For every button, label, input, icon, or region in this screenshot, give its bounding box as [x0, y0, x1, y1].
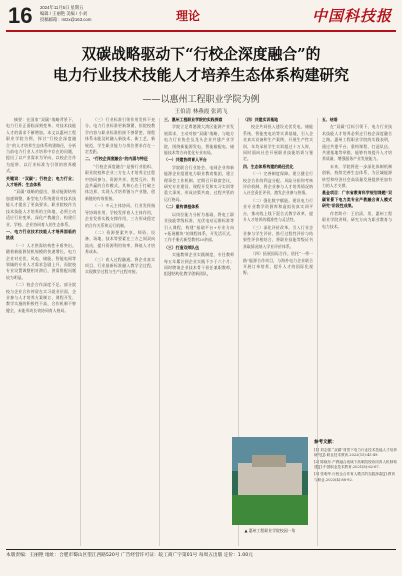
- text-column: [322, 117, 392, 435]
- body-paragraph: “行校企深度融合”是指行业组织、职业院校和企业三方在人才培养全过程中协同参与、资源共享、优势互补、利益共赢的合作模式。其核心在于打破主体边界，实现人才培养链与产业链、创新链的有效衔接。: [85, 163, 155, 201]
- section-heading: 三、惠州工程职业学院的实践探索: [164, 117, 223, 122]
- column-divider: [159, 118, 160, 546]
- references: [314, 440, 398, 484]
- email-line: 投稿邮箱：mtzx@163.com: [40, 17, 92, 22]
- editor-line: 编辑 / 王丽艳 美编 / 小刘: [40, 11, 88, 16]
- body-paragraph: （一）人才供需结构性矛盾突出。随着新能源装机规模的快速增长，电力企业对光伏、风电、储能、智能电网等领域的专业人才需求急剧上升，而院校专业设置调整相对滞后，供需错配问题较为明显。: [6, 242, 76, 280]
- newspaper-logo: 中国科技报: [311, 7, 392, 25]
- section-heading: 一、电力行业技术技能人才培养面临的挑战: [6, 228, 76, 241]
- text-column: [164, 117, 234, 545]
- body-paragraph: （二）强化数字赋能。建设电力行业专业教学资源库和虚拟仿真实训平台，推动线上线下混合式教学改革，提升人才培养的精准性与灵活性。: [243, 197, 313, 223]
- photo-caption: ▲ 惠州工程职业学院校园一角: [244, 528, 296, 533]
- footer-rule: [6, 549, 396, 550]
- section-heading: （四）共建实训基地: [243, 117, 279, 122]
- section-heading: 基金项目：广东省教育科学规划课题“双碳背景下电力类专业产教融合育人模式研究”阶段性成果。: [322, 190, 392, 209]
- section-heading: 关键词：“双碳”；行校企；电力行业；人才培养；生态体系: [6, 175, 76, 188]
- title-line-1: 双碳战略驱动下“行校企深度融合”的: [81, 46, 321, 63]
- section-heading: （一）共建协同育人平台: [164, 157, 207, 163]
- title-line-2: 电力行业技术技能人才培养生态体系构建研究: [53, 67, 349, 84]
- section-heading: 四、生态体系构建的路径优化: [243, 163, 294, 169]
- campus-photo: [232, 437, 308, 525]
- masthead: [6, 3, 396, 31]
- article-subtitle: ——以惠州工程职业学院为例: [142, 95, 260, 105]
- reference-item: [3] 张明华.行校企合作育人模式的实践探索[J].教育与职业,2023(4):88-92.: [314, 471, 396, 482]
- masthead-rule: [6, 30, 396, 32]
- body-paragraph: “双碳”战略的提出，推动能源结构加速调整，新型电力系统建设对技术技能人才提出了更高要求。职业院校作为技术技能人才培养的主阵地，必须主动适应行业变革，深化产教融合，构建行业、学校、企业协同育人的生态体系。: [6, 189, 76, 227]
- section-heading: 二、“行校企深度融合”的内涵与特征: [85, 156, 148, 162]
- section-heading: （二）重构课程体系: [164, 204, 200, 210]
- body-paragraph: （二）校企合作深度不足。部分院校与企业合作停留在实习就业层面，企业参与人才培养方案制订、课程开发、教学实施的积极性不高，合作机制不够健全，未能形成长效协同育人格局。: [6, 282, 76, 313]
- text-column: [6, 117, 76, 545]
- section-heading: （三）打造双师队伍: [164, 244, 200, 250]
- photo-building-top: [252, 455, 286, 467]
- text-column: [85, 117, 155, 545]
- body-paragraph: 未来，学院将进一步深化体制机制创新，持续完善生态体系，为区域能源转型和经济社会高质量发展提供更加有力的人才支撑。: [322, 163, 392, 189]
- body-paragraph: （二）资源要素共享。师资、设备、场地、技术等要素在三方之间双向流动，提升资源利用效率，降低人才培养成本。: [85, 229, 155, 255]
- reference-item: [2] 陈晓东.产教融合视域下高职院校协同育人机制构建[J].中国职业技术教育,2021(8):62-67.: [314, 459, 397, 470]
- references-heading: 参考文献：: [314, 440, 337, 445]
- page-number: 16: [8, 3, 33, 28]
- body-paragraph: （三）育人过程融通。将企业真实项目、行业最新标准融入教学全过程，实现教学过程与生产过程对接。: [85, 256, 155, 275]
- photo-building: [238, 463, 302, 497]
- body-paragraph: 学院联合行业协会、电网企业和新能源企业组建电力职业教育集团，建立理事会工作机制，定期召开联席会议，研究专业建设、课程开发和实习实训等重大事项，形成决策共商、过程共管的运行格局。: [164, 164, 234, 202]
- body-paragraph: 以岗位能力分析为基础，将电工职业技能等级标准、光伏电站运维标准等引入课程，构建“基础平台+专业方向+拓展模块”的课程体系，开发活页式、工作手册式新型教材20余部。: [164, 211, 234, 243]
- body-paragraph: （四）拓展国际合作。依托“一带一路”能源合作项目，与海外电力企业联合开展订单培养，提升人才的国际化视野。: [243, 251, 313, 276]
- section-label: 理论: [176, 9, 201, 23]
- body-paragraph: 摘要：在国家“双碳”战略背景下，电力行业正面临深刻变革，对技术技能人才的需求不断增加。本文以惠州工程职业学院为例，探讨“行校企深度融合”的人才培养生态体系构建路径，分析当前电力行业人才培养中存在的问题，提出了以产业需求为导向、以校企合作为纽带、以行业标准为引领的培养模式。: [6, 117, 76, 174]
- body-paragraph: （一）多元主体协同。行业发挥指导协调作用，学校发挥育人主体作用，企业发挥实践支撑作用，三方形成稳定的合作关系和运行机制。: [85, 203, 155, 228]
- masthead-info: [40, 5, 91, 23]
- body-paragraph: 在“双碳”目标引领下，电力行业技术技能人才培养必须走行校企深度融合之路。惠州工程职业学院的实践表明，通过共建平台、重构课程、打造队伍、共建基地等举措，能够有效提升人才培养质量，增强服务产业发展能力。: [322, 124, 392, 162]
- column-divider: [80, 118, 81, 546]
- reference-item: [1] 刘志强.“双碳”背景下电力行业技术技能人才培养研究[J].职业技术教育,2022(15):45-49.: [314, 447, 397, 458]
- body-paragraph: 实施教师企业实践制度，专任教师每五年累计到企业实践不少于六个月；同时聘请企业技术骨干担任兼职教师，组建结构化教学创新团队。: [164, 252, 234, 277]
- photo-lawn: [232, 495, 308, 525]
- date-line: 2024年11月5日 星期五: [40, 5, 84, 10]
- article-authors: 王伯清 林燕霞 张鸿飞: [174, 109, 228, 115]
- section-heading: 五、结语: [322, 117, 338, 122]
- body-paragraph: 学院立足粤港澳大湾区能源产业发展需求，主动对接“双碳”战略，与地方电力行业协会及龙头企业共建产业学院，围绕新能源发电、智能输配电、储能技术等方向优化专业布局。: [164, 124, 234, 156]
- body-paragraph: （一）完善制度保障。建立健全行校企合作的利益分配、风险分担和考核评价机制，将企业参与人才培养情况纳入社会责任评价，激发企业参与热情。: [243, 171, 313, 196]
- body-paragraph: 校企共同投入建设光伏发电、储能系统、智能变电站等实训基地，引入企业真实设备和生产案例，开展生产性实训，年均承担学生实训超过十万人时，同时面向社会开展职业技能培训与鉴定。: [243, 124, 313, 162]
- body-paragraph: （三）行业标准引领作用发挥不充分。电力行业标准更新频繁，但院校教学内容与职业标准衔接不够紧密，课程体系未能及时融入新技术、新工艺、新规范，学生职业能力与岗位要求存在一定差距。: [85, 117, 155, 155]
- footer-info: 本版责编：王丽艳 地址：合肥市蜀山区望江西路520号 广告经营许可证：皖工商广字第01号 每周五出版 定价：1.00元: [6, 553, 253, 558]
- body-paragraph: （三）深化评价改革。引入行业企业参与学生评价，推行过程性评价与结果性评价相结合，将职业技能等级证书获取情况纳入学业评价体系。: [243, 224, 313, 249]
- body-paragraph: 作者简介：王伯清，男，惠州工程职业学院讲师，研究方向为职业教育与电力技术。: [322, 210, 392, 229]
- article-title: [0, 44, 402, 86]
